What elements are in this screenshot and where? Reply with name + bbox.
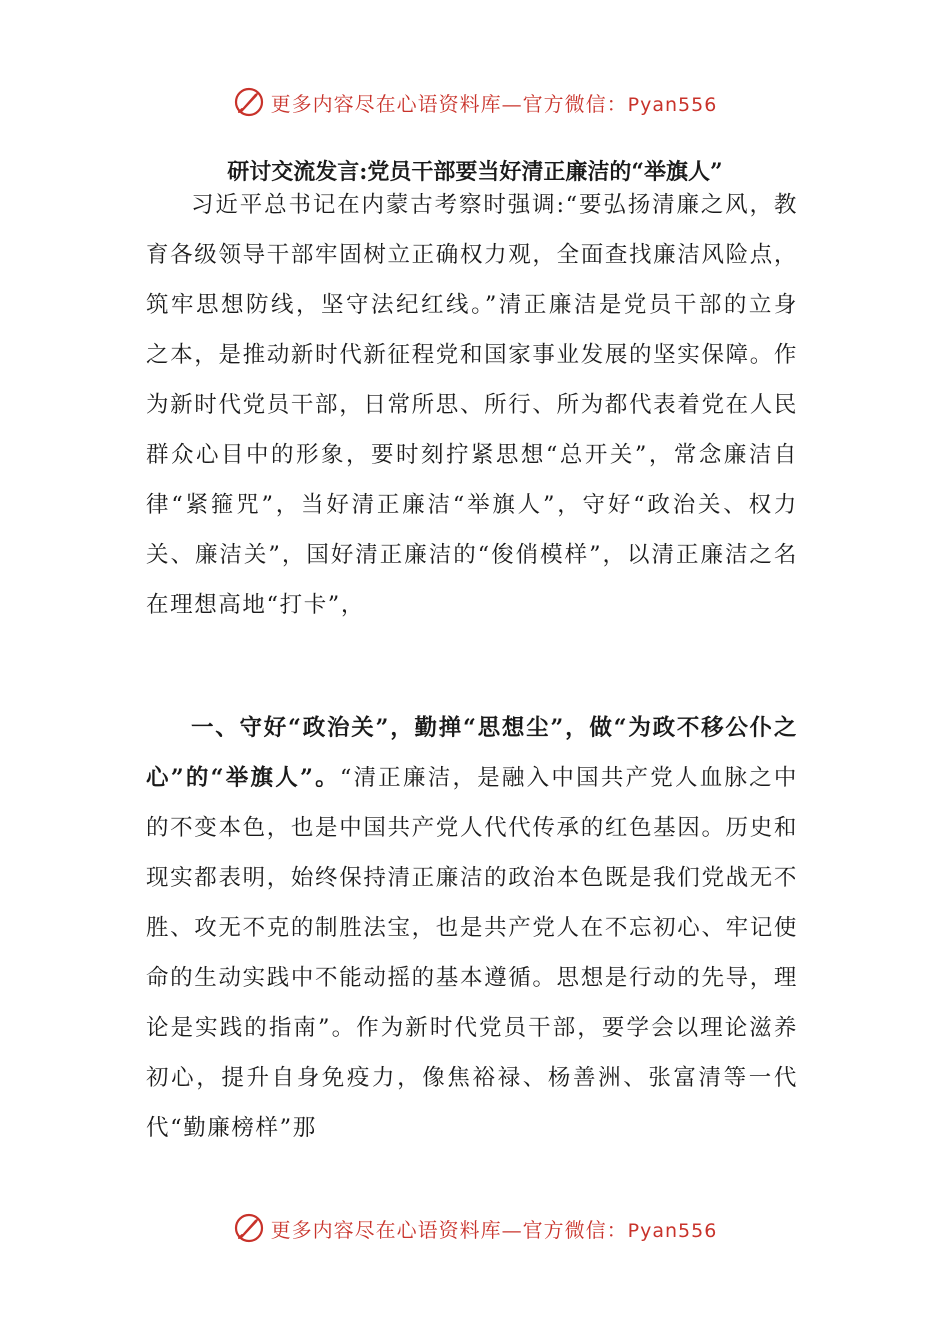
intro-text: 习近平总书记在内蒙古考察时强调:“要弘扬清廉之风，教育各级领导干部牢固树立正确权力观，全面查找廉洁风险点，筑牢思想防线，坚守法纪红线。”清正廉洁是党员干部的立身之本，是推动新时代新征程党和国家事业发展的坚实保障。作为新时代党员干部，日常所思、所行、所为都代表着党在人民群众心目中的形象，要时刻拧紧思想“总开关”，常念廉洁自律“紧箍咒”，当好清正廉洁“举旗人”，守好“政治关、权力关、廉洁关”，国好清正廉洁的“俊俏模样”，以清正廉洁之名在理想高地“打卡”， [146, 192, 798, 618]
intro-paragraph [146, 180, 798, 630]
quill-logo-icon [233, 1212, 265, 1244]
wechat-id: Pyan556 [627, 1219, 718, 1242]
wechat-id: Pyan556 [627, 93, 718, 116]
banner-text: 更多内容尽在心语资料库—官方微信：Pyan556 [270, 91, 718, 116]
banner-text: 更多内容尽在心语资料库—官方微信：Pyan556 [270, 1217, 718, 1242]
footer-banner [0, 1206, 950, 1250]
document-title: 研讨交流发言:党员干部要当好清正廉洁的“举旗人” [227, 159, 723, 185]
section-1-heading: 一、守好“政治关”，勤掸“思想尘”，做“为政不移公仆之心”的“举旗人”。 [146, 715, 798, 791]
section-1-paragraph [146, 703, 798, 1153]
section-1-body: “清正廉洁，是融入中国共产党人血脉之中的不变本色，也是中国共产党人代代传承的红色基因。历史和现实都表明，始终保持清正廉洁的政治本色既是我们党战无不胜、攻无不克的制胜法宝，也是共产党人在不忘初心、牢记使命的生动实践中不能动摇的基本遵循。思想是行动的先导，理论是实践的指南”。作为新时代党员干部，要学会以理论滋养初心，提升自身免疫力，像焦裕禄、杨善洲、张富清等一代代“勤廉榜样”那 [146, 765, 799, 1141]
quill-logo-icon [233, 86, 265, 118]
header-banner [0, 80, 950, 124]
